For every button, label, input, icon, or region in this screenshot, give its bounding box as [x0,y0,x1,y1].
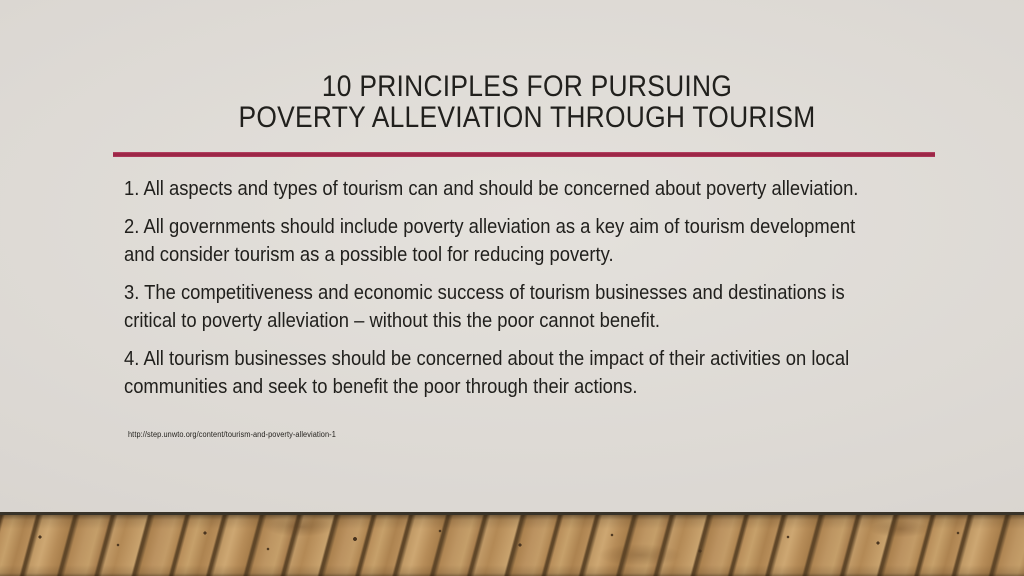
principle-3-line-1: 3. The competitiveness and economic success of tourism businesses and destinations is [124,282,845,304]
principles-list [124,175,934,411]
principle-4-line-1: 4. All tourism businesses should be concerned about the impact of their activities on local [124,348,850,370]
principle-4-line-2: communities and seek to benefit the poor through their actions. [124,376,638,398]
principle-item-3 [124,279,934,335]
wood-floor [0,512,1024,576]
slide-title-line-1: 10 PRINCIPLES FOR PURSUING [321,70,733,103]
source-url: http://step.unwto.org/content/tourism-and-poverty-alleviation-1 [128,430,336,439]
principle-1-line-1: 1. All aspects and types of tourism can and should be concerned about poverty alleviation. [124,178,859,200]
principle-item-4 [124,345,934,401]
slide-title [76,71,977,133]
title-underline-rule [113,152,935,157]
principle-3-line-2: critical to poverty alleviation – without this the poor cannot benefit. [124,310,660,332]
principle-2-line-2: and consider tourism as a possible tool for reducing poverty. [124,244,614,266]
slide-title-line-2: POVERTY ALLEVIATION THROUGH TOURISM [238,101,816,134]
principle-item-2 [124,213,934,269]
principle-item-1 [124,175,934,203]
principle-2-line-1: 2. All governments should include poverty alleviation as a key aim of tourism development [124,216,856,238]
